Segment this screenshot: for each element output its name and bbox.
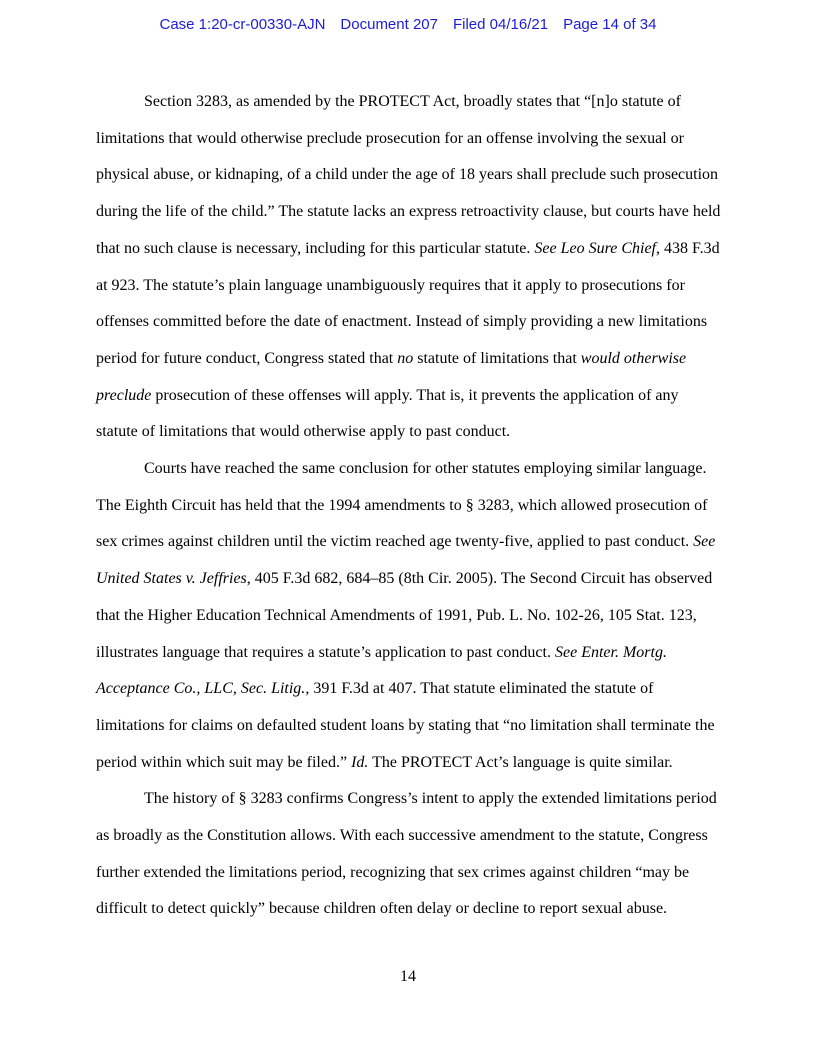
text-run: prosecution of these offenses will apply. That is, it prevents the application of any statute of limitations that would otherwise apply to past conduct. — [96, 386, 679, 441]
page-of-pages: Page 14 of 34 — [563, 16, 657, 33]
text-run: , 438 F.3d at 923. The statute’s plain language unambiguously requires that it apply to prosecutions for offenses committed before the date of enactment. Instead of simply providing a new limitations period for future conduct, Congress stated that — [96, 239, 720, 367]
text-run: statute of limitations that — [413, 349, 581, 367]
case-stamp — [0, 15, 816, 35]
paragraph-3 — [96, 781, 724, 928]
italic-run: See United States v. Jeffries — [96, 533, 716, 588]
italic-run: Id. — [351, 753, 369, 771]
text-run: Courts have reached the same conclusion for other statutes employing similar language. The Eighth Circuit has held that the 1994 amendments to § 3283, which allowed prosecution of sex crimes against children until the victim reached age twenty-five, applied to past conduct. — [96, 460, 708, 551]
case-number: Case 1:20-cr-00330-AJN — [159, 16, 326, 33]
paragraph-1 — [96, 84, 724, 451]
filed-date: Filed 04/16/21 — [452, 16, 549, 33]
text-run: The PROTECT Act’s language is quite similar. — [368, 753, 673, 771]
text-run: , 405 F.3d 682, 684–85 (8th Cir. 2005). The Second Circuit has observed that the Higher Education Technical Amendments of 1991, Pub. L. No. 102-26, 105 Stat. 123, illustrates language that requires a statute’s application to past conduct. — [96, 570, 713, 661]
document-body — [96, 84, 724, 928]
paragraph-2 — [96, 451, 724, 781]
italic-run: would otherwise preclude — [96, 349, 687, 404]
italic-run: See Enter. Mortg. Acceptance Co., LLC, Sec. Litig. — [96, 643, 667, 698]
text-run: , 391 F.3d at 407. That statute eliminated the statute of limitations for claims on defaulted student loans by stating that “no limitation shall terminate the period within which suit may be filed.” — [96, 680, 715, 771]
page-number: 14 — [400, 968, 416, 985]
text-run: Section 3283, as amended by the PROTECT Act, broadly states that “[n]o statute of limitations that would otherwise preclude prosecution for an offense involving the sexual or physical abuse, or kidnaping, of a child under the age of 18 years shall preclude such prosecution during the life of the child.” The statute lacks an express retroactivity clause, but courts have held that no such clause is necessary, including for this particular statute. — [96, 93, 721, 257]
document-number: Document 207 — [340, 16, 438, 33]
italic-run: See Leo Sure Chief — [534, 239, 656, 257]
italic-run: no — [397, 349, 414, 367]
text-run: The history of § 3283 confirms Congress’s intent to apply the extended limitations period as broadly as the Constitution allows. With each successive amendment to the statute, Congress further extended the limitations period, recognizing that sex crimes against children “may be difficult to detect quickly” because children often delay or decline to report sexual abuse. — [96, 790, 717, 918]
